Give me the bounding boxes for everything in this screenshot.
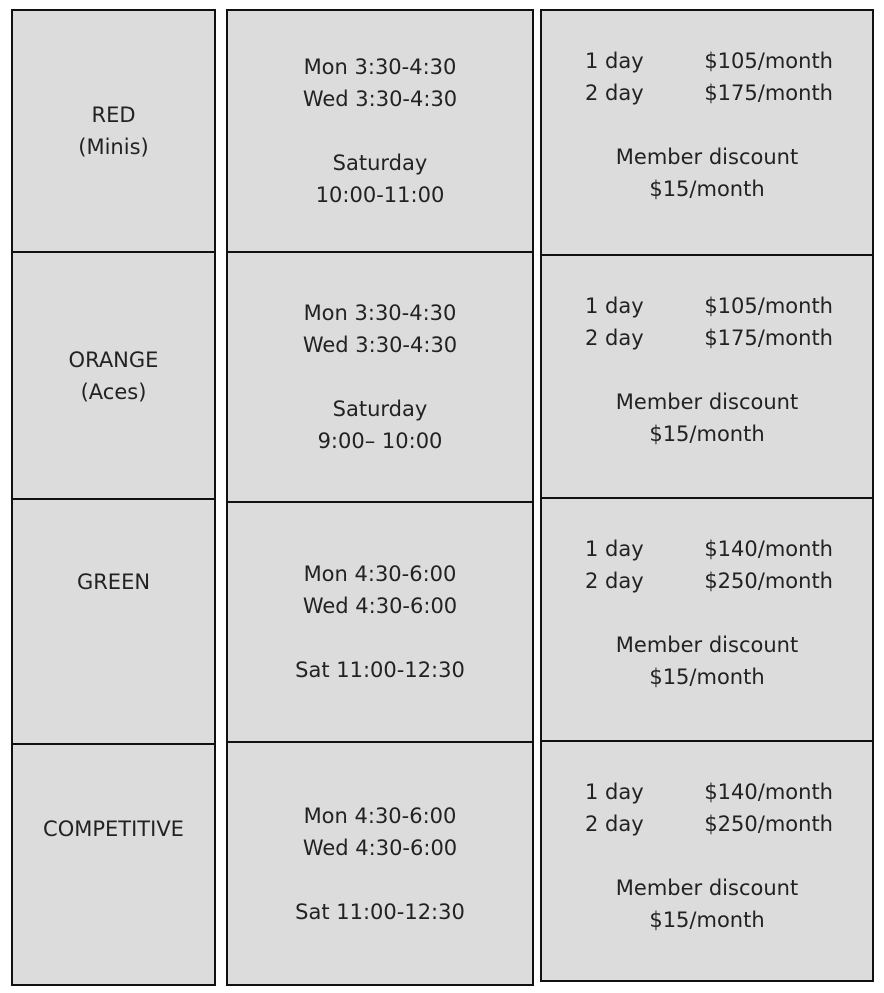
schedule-line: Saturday (332, 151, 428, 175)
price-row (577, 808, 837, 840)
pricing-cell (540, 740, 874, 982)
schedule-cell (226, 251, 534, 503)
discount-value: $15/month (649, 422, 765, 446)
schedule-line: Mon 4:30-6:00 (303, 803, 457, 828)
schedule-line: Saturday (332, 397, 428, 421)
schedule-line: Wed 4:30-6:00 (302, 594, 458, 618)
schedule-line: Wed 4:30-6:00 (302, 835, 458, 860)
schedule-line: 9:00– 10:00 (317, 429, 443, 453)
discount-label: Member discount (615, 876, 799, 900)
price-row (577, 45, 837, 77)
schedule-line: Mon 3:30-4:30 (303, 55, 457, 79)
price-label: 1 day (585, 49, 644, 73)
schedule-cell (226, 9, 534, 253)
discount-value: $15/month (649, 908, 765, 932)
price-label: 1 day (585, 294, 644, 318)
schedule-line: Wed 3:30-4:30 (302, 87, 458, 111)
level-cell-competitive (11, 743, 216, 986)
discount-value: $15/month (649, 665, 765, 689)
level-column (11, 9, 216, 986)
level-name: ORANGE (68, 347, 159, 372)
level-name: GREEN (76, 570, 151, 594)
discount-label: Member discount (615, 390, 799, 414)
schedule-line: Wed 3:30-4:30 (302, 333, 458, 357)
price-value: $175/month (704, 81, 833, 105)
price-row (577, 776, 837, 808)
price-label: 1 day (585, 537, 644, 561)
schedule-line: Sat 11:00-12:30 (295, 658, 465, 682)
price-value: $105/month (704, 49, 833, 73)
level-cell-orange (11, 251, 216, 500)
price-label: 1 day (585, 780, 644, 804)
level-cell-red (11, 9, 216, 253)
level-subtitle: (Aces) (80, 379, 147, 404)
price-value: $140/month (704, 780, 833, 804)
level-subtitle: (Minis) (78, 135, 149, 159)
price-value: $175/month (704, 326, 833, 350)
price-value: $250/month (704, 812, 833, 836)
level-cell-green (11, 498, 216, 745)
price-row (577, 533, 837, 565)
price-row (577, 290, 837, 322)
level-name: RED (91, 103, 136, 127)
price-value: $140/month (704, 537, 833, 561)
price-value: $105/month (704, 294, 833, 318)
price-label: 2 day (585, 81, 644, 105)
discount-label: Member discount (615, 145, 799, 169)
price-label: 2 day (585, 326, 644, 350)
schedule-line: Sat 11:00-12:30 (295, 899, 465, 924)
discount-value: $15/month (649, 177, 765, 201)
schedule-cell (226, 501, 534, 743)
pricing-cell (540, 497, 874, 742)
pricing-cell (540, 9, 874, 256)
schedule-line: Mon 3:30-4:30 (303, 301, 457, 325)
price-label: 2 day (585, 812, 644, 836)
schedule-column (226, 9, 534, 986)
schedule-line: 10:00-11:00 (315, 183, 445, 207)
pricing-cell (540, 254, 874, 499)
price-row (577, 565, 837, 597)
discount-label: Member discount (615, 633, 799, 657)
price-row (577, 322, 837, 354)
price-label: 2 day (585, 569, 644, 593)
schedule-line: Mon 4:30-6:00 (303, 562, 457, 586)
pricing-column (540, 9, 874, 986)
price-value: $250/month (704, 569, 833, 593)
price-row (577, 77, 837, 109)
level-name: COMPETITIVE (43, 817, 184, 841)
schedule-cell (226, 741, 534, 986)
